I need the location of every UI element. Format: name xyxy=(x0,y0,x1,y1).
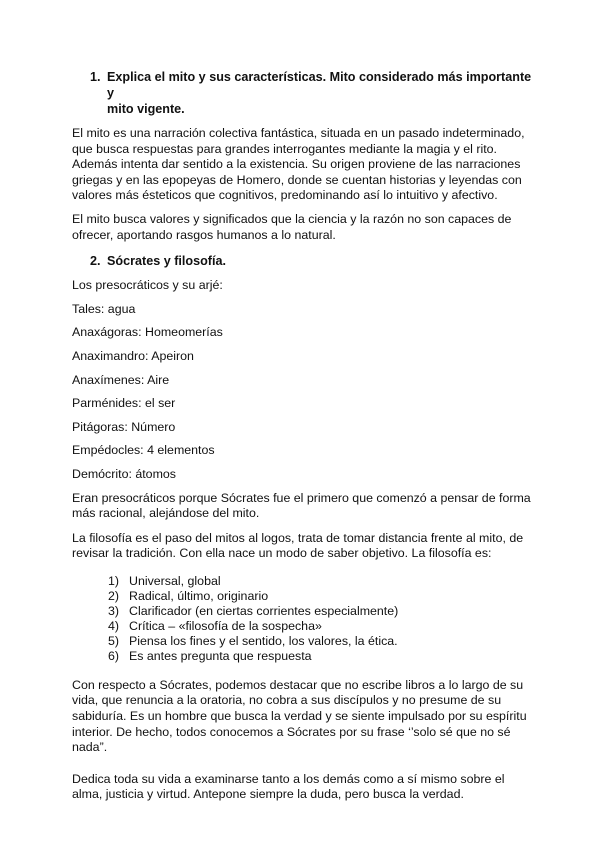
paragraph-line: El mito busca valores y significados que la ciencia y la razón no son capaces de xyxy=(72,211,512,226)
list-item-number: 1) xyxy=(108,573,120,588)
paragraph-line: sabiduría. Es un hombre que busca la verdad y se siente impulsado por su espíritu xyxy=(72,709,527,724)
paragraph-socrates-vida xyxy=(72,772,532,803)
list-item xyxy=(108,589,532,604)
paragraph-line: La filosofía es el paso del mitos al logos, trata de tomar distancia frente al mito, de xyxy=(72,530,524,545)
section2-title: Sócrates y filosofía. xyxy=(107,254,226,269)
paragraph-line: Además intenta dar sentido a la existencia. Su origen proviene de las narraciones xyxy=(72,157,521,172)
list-item-text: Clarificador (en ciertas corrientes especialmente) xyxy=(129,603,399,618)
philosopher-item: Tales: agua xyxy=(72,301,136,316)
paragraph-line: revisar la tradición. Con ella nace un modo de saber objetivo. La filosofía es: xyxy=(72,546,492,561)
list-item xyxy=(108,649,532,664)
list-item-number: 3) xyxy=(108,603,120,618)
list-item-number: 5) xyxy=(108,633,120,648)
paragraph-filosofia xyxy=(72,531,532,562)
filosofia-characteristics-list xyxy=(72,574,532,664)
section2-number: 2. xyxy=(90,254,101,269)
section1-heading xyxy=(72,69,532,117)
philosopher-item: Demócrito: átomos xyxy=(72,466,176,481)
paragraph-line: nada”. xyxy=(72,740,108,755)
paragraph-line: griegas y en las epopeyas de Homero, donde se cuentan historias y leyendas con xyxy=(72,172,522,187)
section1-title xyxy=(107,69,532,117)
list-item-number: 4) xyxy=(108,618,120,633)
paragraph-line: Dedica toda su vida a examinarse tanto a los demás como a sí mismo sobre el xyxy=(72,771,505,786)
list-item xyxy=(108,634,532,649)
section1-number: 1. xyxy=(90,70,101,84)
section1-title-line: Explica el mito y sus características. Mito considerado más importante y xyxy=(107,70,532,100)
list-item xyxy=(108,619,532,634)
list-item xyxy=(108,574,532,589)
paragraph-line: vida, que renuncia a la oratoria, no cobra a sus discípulos y no presume de su xyxy=(72,693,502,708)
paragraph-line: Eran presocráticos porque Sócrates fue el primero que comenzó a pensar de forma xyxy=(72,490,531,505)
list-item xyxy=(108,604,532,619)
paragraph-presocraticos xyxy=(72,491,532,522)
paragraph-mito-valores xyxy=(72,212,532,243)
list-item-text: Es antes pregunta que respuesta xyxy=(129,648,312,663)
presocraticos-intro: Los presocráticos y su arjé: xyxy=(72,278,223,293)
paragraph-line: interior. De hecho, todos conocemos a Sócrates por su frase ‘’solo sé que no sé xyxy=(72,724,511,739)
paragraph-line: Con respecto a Sócrates, podemos destacar que no escribe libros a lo largo de su xyxy=(72,677,524,692)
section1-title-line: mito vigente. xyxy=(107,102,185,116)
philosopher-item: Anaxímenes: Aire xyxy=(72,372,170,387)
list-item-number: 2) xyxy=(108,588,120,603)
paragraph-line: valores más ésteticos que cognitivos, predominando así lo intuitivo y afectivo. xyxy=(72,188,498,203)
philosopher-item: Empédocles: 4 elementos xyxy=(72,443,215,458)
paragraph-line: alma, justicia y virtud. Antepone siempre la duda, pero busca la verdad. xyxy=(72,787,464,802)
section2-heading xyxy=(72,253,532,269)
paragraph-line: que busca respuestas para grandes interrogantes mediante la magia y el rito. xyxy=(72,141,497,156)
philosopher-item: Anaximandro: Apeiron xyxy=(72,348,194,363)
list-item-text: Radical, último, originario xyxy=(129,588,269,603)
list-item-text: Universal, global xyxy=(129,573,221,588)
paragraph-line: más racional, alejándose del mito. xyxy=(72,506,260,521)
paragraph-line: El mito es una narración colectiva fantástica, situada en un pasado indeterminado, xyxy=(72,126,525,140)
document-page xyxy=(72,69,532,803)
list-item-text: Piensa los fines y el sentido, los valores, la ética. xyxy=(129,633,398,648)
paragraph-socrates xyxy=(72,678,532,756)
philosopher-item: Anaxágoras: Homeomerías xyxy=(72,325,223,340)
paragraph-line: ofrecer, aportando rasgos humanos a lo natural. xyxy=(72,227,336,242)
list-item-number: 6) xyxy=(108,648,120,663)
paragraph-mito-definicion xyxy=(72,126,532,204)
philosopher-item: Pitágoras: Número xyxy=(72,419,176,434)
philosopher-item: Parménides: el ser xyxy=(72,396,176,411)
list-item-text: Crítica – «filosofía de la sospecha» xyxy=(129,618,322,633)
